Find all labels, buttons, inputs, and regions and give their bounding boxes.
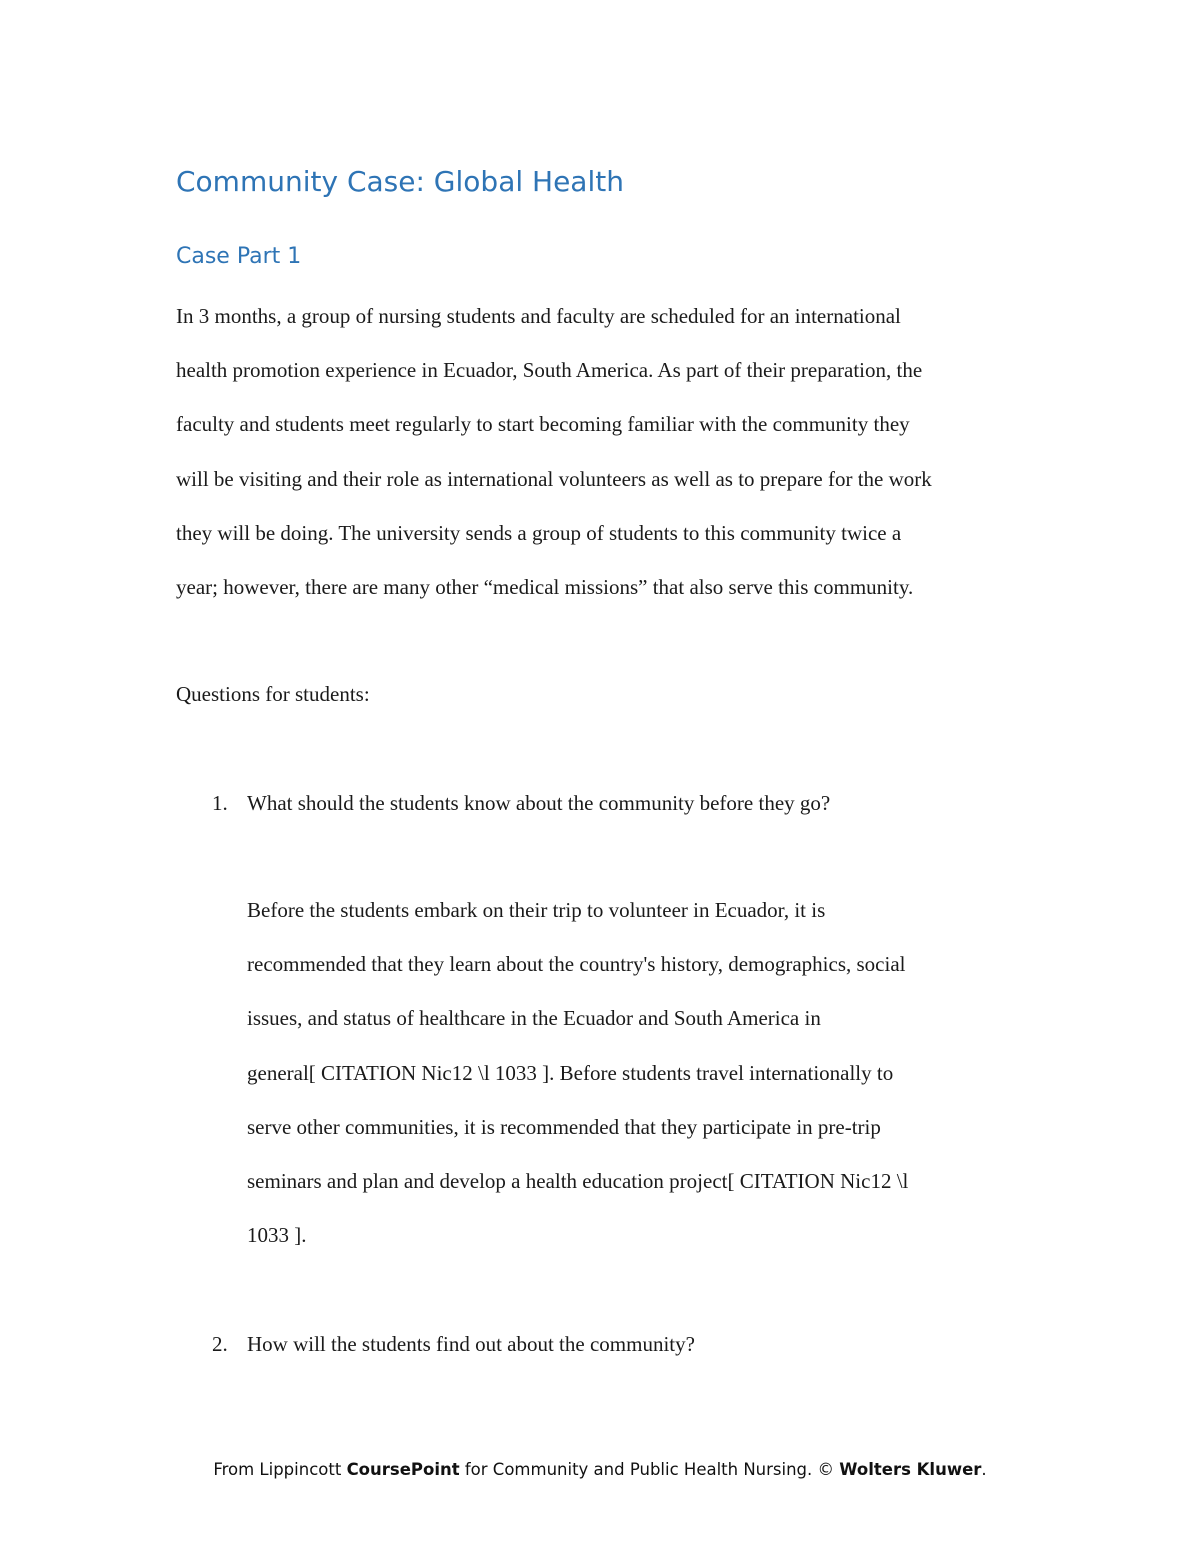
footer-product: CoursePoint bbox=[346, 1460, 460, 1479]
intro-paragraph bbox=[176, 289, 1036, 614]
questions-label: Questions for students: bbox=[176, 682, 370, 706]
footer-suffix: . bbox=[981, 1460, 987, 1479]
page-footer bbox=[0, 1456, 1200, 1484]
question-text: What should the students know about the community before they go? bbox=[247, 791, 831, 815]
question-number: 2. bbox=[212, 1332, 228, 1356]
document-title: Community Case: Global Health bbox=[176, 165, 624, 198]
answer-line: 1033 ]. bbox=[247, 1223, 307, 1248]
intro-line: health promotion experience in Ecuador, South America. As part of their preparation, the bbox=[176, 358, 923, 383]
footer-publisher: Wolters Kluwer bbox=[839, 1460, 982, 1479]
footer-prefix: From Lippincott bbox=[213, 1460, 347, 1479]
answer-line: recommended that they learn about the country's history, demographics, social bbox=[247, 952, 906, 977]
question-number: 1. bbox=[212, 791, 228, 815]
intro-line: they will be doing. The university sends a group of students to this community twice a bbox=[176, 520, 902, 545]
intro-line: will be visiting and their role as international volunteers as well as to prepare for the work bbox=[176, 466, 932, 491]
answer-line: serve other communities, it is recommended that they participate in pre-trip bbox=[247, 1114, 881, 1139]
answer-line: Before the students embark on their trip to volunteer in Ecuador, it is bbox=[247, 898, 826, 922]
intro-line: faculty and students meet regularly to start becoming familiar with the community they bbox=[176, 412, 910, 437]
answer-paragraph bbox=[247, 883, 1047, 1262]
question-text: How will the students find out about the community? bbox=[247, 1332, 695, 1356]
intro-line: In 3 months, a group of nursing students and faculty are scheduled for an international bbox=[176, 304, 901, 328]
footer-middle: for Community and Public Health Nursing. © bbox=[459, 1460, 840, 1479]
answer-line: general[ CITATION Nic12 \l 1033 ]. Before students travel internationally to bbox=[247, 1060, 894, 1085]
section-heading: Case Part 1 bbox=[176, 244, 302, 269]
answer-line: seminars and plan and develop a health education project[ CITATION Nic12 \l bbox=[247, 1169, 909, 1194]
answer-line: issues, and status of healthcare in the Ecuador and South America in bbox=[247, 1006, 821, 1031]
intro-line: year; however, there are many other “medical missions” that also serve this community. bbox=[176, 575, 914, 600]
